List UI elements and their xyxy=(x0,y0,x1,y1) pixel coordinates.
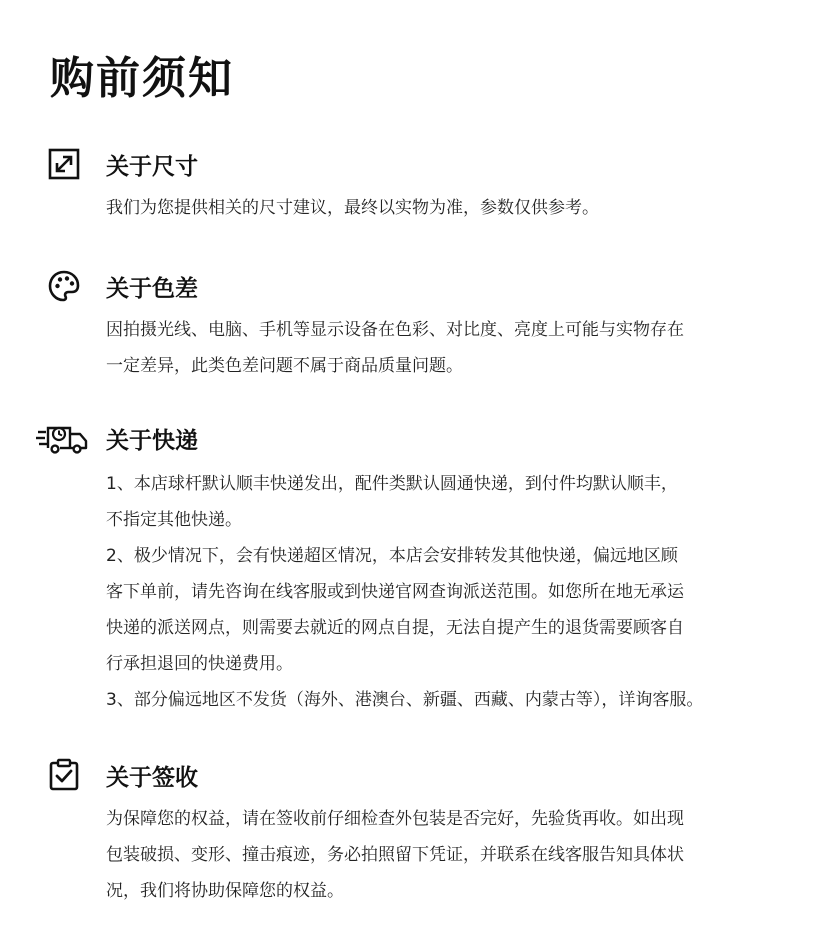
text-line: 1、本店球杆默认顺丰快递发出，配件类默认圆通快递，到付件均默认顺丰， xyxy=(106,474,678,494)
section-size-title: 关于尺寸 xyxy=(106,154,198,180)
section-delivery-header xyxy=(0,420,827,460)
text-line: 为保障您的权益，请在签收前仔细检查外包装是否完好，先验货再收。如出现 xyxy=(106,809,684,829)
resize-arrows-icon xyxy=(46,146,82,182)
text-line: 包装破损、变形、撞击痕迹，务必拍照留下凭证，并联系在线客服告知具体状 xyxy=(106,845,684,865)
section-color xyxy=(0,268,827,376)
section-receipt xyxy=(0,757,827,901)
text-line: 一定差异，此类色差问题不属于商品质量问题。 xyxy=(106,356,463,376)
section-color-header xyxy=(0,268,827,308)
page-title: 购前须知 xyxy=(50,53,234,104)
section-size-body xyxy=(106,190,796,226)
section-receipt-title: 关于签收 xyxy=(106,765,198,791)
section-color-title: 关于色差 xyxy=(106,276,198,302)
section-receipt-body xyxy=(106,801,796,909)
text-line: 2、极少情况下，会有快递超区情况，本店会安排转发其他快递，偏远地区顾 xyxy=(106,546,678,566)
section-receipt-header xyxy=(0,757,827,797)
palette-icon xyxy=(46,268,82,304)
text-line: 行承担退回的快递费用。 xyxy=(106,654,293,674)
text-line: 快递的派送网点，则需要去就近的网点自提，无法自提产生的退货需要顾客自 xyxy=(106,618,684,638)
clipboard-check-icon xyxy=(46,757,82,793)
section-delivery xyxy=(0,420,827,710)
text-line: 况，我们将协助保障您的权益。 xyxy=(106,881,344,901)
text-line: 3、部分偏远地区不发货（海外、港澳台、新疆、西藏、内蒙古等），详询客服。 xyxy=(106,690,704,710)
text-line: 我们为您提供相关的尺寸建议，最终以实物为准，参数仅供参考。 xyxy=(106,198,599,218)
section-color-body xyxy=(106,312,796,384)
section-size-header xyxy=(0,146,827,186)
text-line: 因拍摄光线、电脑、手机等显示设备在色彩、对比度、亮度上可能与实物存在 xyxy=(106,320,684,340)
text-line: 不指定其他快递。 xyxy=(106,510,242,530)
section-delivery-title: 关于快递 xyxy=(106,428,198,454)
section-size xyxy=(0,146,827,218)
section-delivery-body xyxy=(106,466,796,718)
delivery-truck-icon xyxy=(36,420,92,456)
text-line: 客下单前，请先咨询在线客服或到快递官网查询派送范围。如您所在地无承运 xyxy=(106,582,684,602)
